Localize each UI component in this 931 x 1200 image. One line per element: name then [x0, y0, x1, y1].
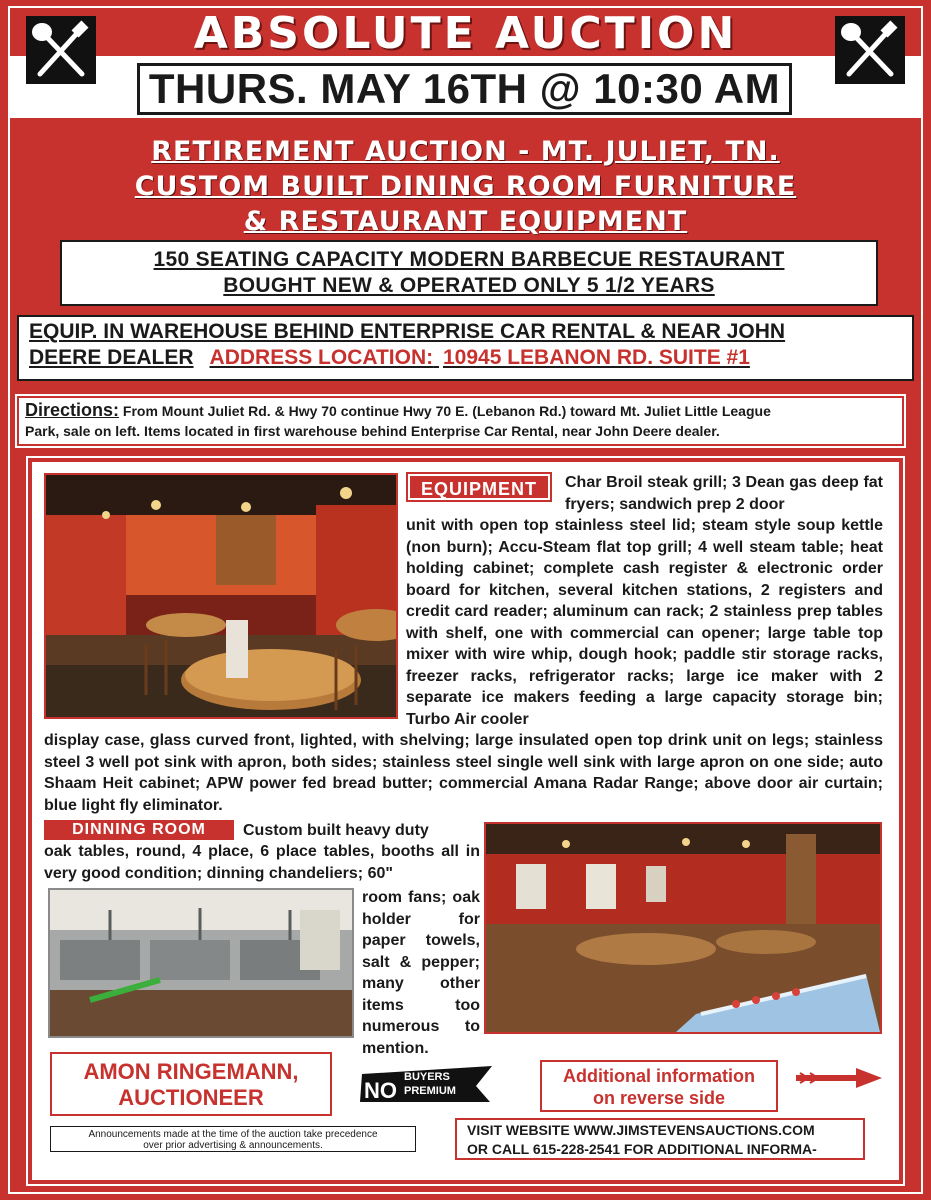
warehouse-line-1: EQUIP. IN WAREHOUSE BEHIND ENTERPRISE CAR RENTAL & NEAR JOHN: [29, 320, 786, 343]
dining-text-a: Custom built heavy duty: [243, 822, 429, 839]
warehouse-dealer-text: DEERE DEALER: [29, 346, 194, 369]
equipment-tag: EQUIPMENT: [408, 474, 550, 500]
visit-line-2: OR CALL 615-228-2541 FOR ADDITIONAL INFORMA-: [467, 1141, 817, 1157]
no-buyers-premium-badge: [358, 1062, 496, 1106]
dining-text-c: room fans; oak holder for paper towels, salt & pepper; many other items too numerous to mention.: [362, 889, 480, 1057]
restaurant-interior-photo: [484, 822, 882, 1034]
address-value: 10945 LEBANON RD. SUITE #1: [442, 346, 750, 369]
announcement-line-1: Announcements made at the time of the auction take precedence: [88, 1129, 378, 1140]
directions-text-1: From Mount Juliet Rd. & Hwy 70 continue Hwy 70 E. (Lebanon Rd.) toward Mt. Juliet Little League: [122, 403, 771, 419]
badge-buyers-text: BUYERS: [404, 1071, 450, 1083]
crossed-gavel-icon: [835, 16, 905, 84]
dining-room-tag: DINNING ROOM: [44, 820, 234, 840]
stainless-sink-photo: [48, 888, 354, 1038]
auctioneer-box: [50, 1052, 332, 1116]
reverse-side-note: [540, 1060, 778, 1112]
arrow-right-icon: [794, 1066, 884, 1090]
warehouse-location-box: [17, 315, 914, 381]
seating-capacity-box: [60, 240, 878, 306]
auctioneer-name: AMON RINGEMANN,: [83, 1059, 299, 1084]
title-line-1: RETIREMENT AUCTION - MT. JULIET, TN.: [151, 136, 780, 167]
directions-label: Directions:: [25, 400, 120, 420]
crossed-gavel-icon: [26, 16, 96, 84]
title-block: [60, 134, 871, 239]
directions-box: [17, 396, 904, 446]
equipment-text-c: display case, glass curved front, lighted, with shelving; large insulated open top drink unit on legs; stainless steel 3 well pot sink with apron, both sides; stainless steel single well sink with large apron on one side; auto Shaam Heit cabinet; APW power fed bread butter; commercial Amana Radar Range; above door air curtain; blue light fly eliminator.: [44, 732, 883, 814]
directions-text-2: Park, sale on left. Items located in first warehouse behind Enterprise Car Rental, near John Deere dealer.: [25, 423, 720, 439]
auction-date-time: THURS. MAY 16TH @ 10:30 AM: [137, 63, 792, 115]
equipment-text-b: unit with open top stainless steel lid; steam style soup kettle (non burn); Accu-Steam flat top grill; 4 well steam table; heat holding cabinet; complete cash register & electronic order board for kitchen, several kitchen stations, 2 registers and credit card reader; aluminum can rack; 2 stainless prep tables with shelf, one with commercial can opener; large table top mixer with wire whip, dough hook; paddle stir storage racks, freezer racks, refrigerator racks; large ice maker with 2 separate ice makers feeding a large capacity storage bin; Turbo Air cooler: [406, 517, 883, 728]
headline: ABSOLUTE AUCTION: [193, 8, 738, 59]
dining-text-b: oak tables, round, 4 place, 6 place tables, booths all in very good condition; dinning chandeliers; 60": [44, 843, 480, 882]
title-line-2: CUSTOM BUILT DINING ROOM FURNITURE: [134, 171, 797, 202]
reverse-line-2: on reverse side: [592, 1088, 726, 1108]
announcement-disclaimer: [50, 1126, 416, 1152]
headline-bar: [110, 10, 821, 66]
auctioneer-title: AUCTIONEER: [118, 1085, 264, 1110]
reverse-line-1: Additional information: [563, 1066, 755, 1086]
badge-no-text: NO: [364, 1078, 397, 1103]
address-label: ADDRESS LOCATION:: [209, 346, 434, 369]
seating-line-1: 150 SEATING CAPACITY MODERN BARBECUE RESTAURANT: [153, 248, 785, 271]
visit-website-box: [455, 1118, 865, 1160]
seating-line-2: BOUGHT NEW & OPERATED ONLY 5 1/2 YEARS: [223, 274, 715, 297]
equipment-text-a: Char Broil steak grill; 3 Dean gas deep fat fryers; sandwich prep 2 door: [565, 474, 883, 513]
warehouse-line-2: [29, 345, 912, 371]
dining-room-photo: [44, 473, 398, 719]
title-line-3: & RESTAURANT EQUIPMENT: [243, 206, 688, 237]
announcement-line-2: over prior advertising & announcements.: [143, 1140, 323, 1151]
badge-premium-text: PREMIUM: [404, 1085, 456, 1097]
visit-line-1: VISIT WEBSITE WWW.JIMSTEVENSAUCTIONS.COM: [467, 1122, 815, 1138]
